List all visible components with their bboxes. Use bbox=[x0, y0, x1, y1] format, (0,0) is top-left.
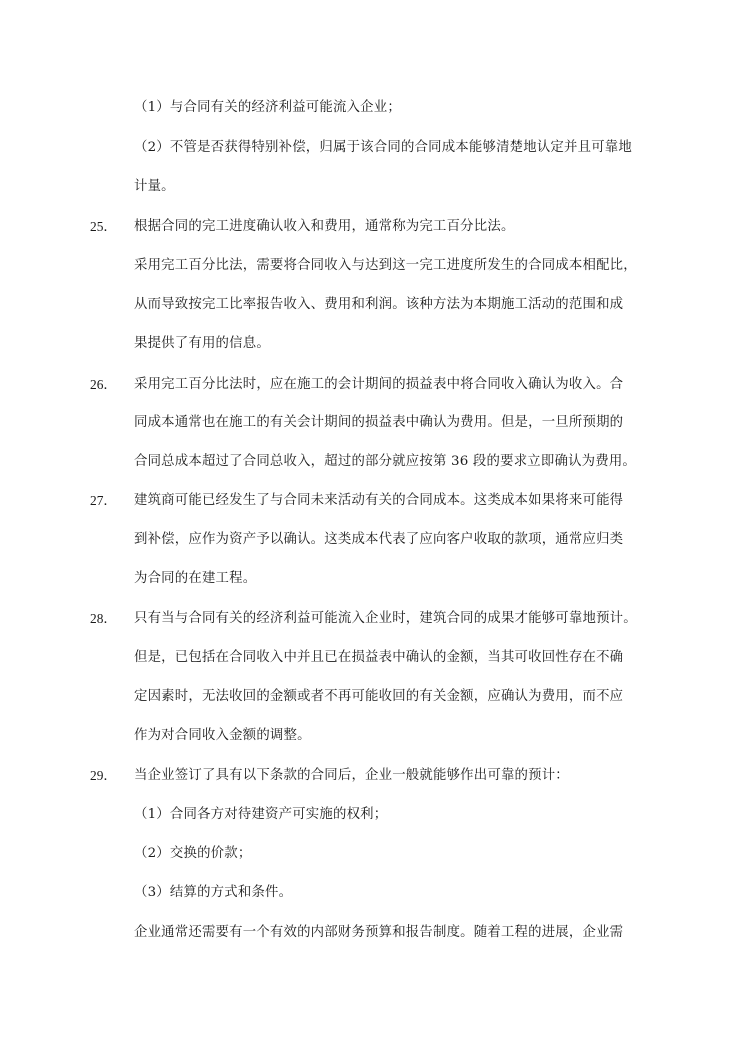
paragraph-number-29: 29． bbox=[90, 768, 117, 783]
term-1-line: （1）合同各方对待建资产可实施的权利； bbox=[134, 807, 388, 822]
condition-2-continued: 计量。 bbox=[134, 179, 175, 194]
paragraph-26-line-1: 采用完工百分比法时，应在施工的会计期间的损益表中将合同收入确认为收入。合 bbox=[134, 377, 624, 392]
paragraph-number-25: 25． bbox=[90, 219, 117, 234]
paragraph-27-line-2: 到补偿，应作为资产予以确认。这类成本代表了应向客户收取的款项，通常应归类 bbox=[134, 532, 624, 547]
paragraph-28-line-2: 但是，已包括在合同收入中并且已在损益表中确认的金额，当其可收回性存在不确 bbox=[134, 650, 624, 665]
paragraph-27-line-1: 建筑商可能已经发生了与合同未来活动有关的合同成本。这类成本如果将来可能得 bbox=[134, 493, 624, 508]
paragraph-number-26: 26． bbox=[90, 377, 117, 392]
paragraph-26-line-3: 合同总成本超过了合同总收入，超过的部分就应按第 36 段的要求立即确认为费用。 bbox=[134, 454, 637, 469]
paragraph-26-line-2: 同成本通常也在施工的有关会计期间的损益表中确认为费用。但是，一旦所预期的 bbox=[134, 415, 624, 430]
term-2-line: （2）交换的价款； bbox=[134, 846, 252, 861]
paragraph-25-line-1: 根据合同的完工进度确认收入和费用，通常称为完工百分比法。 bbox=[134, 219, 515, 234]
paragraph-28-line-1: 只有当与合同有关的经济利益可能流入企业时，建筑合同的成果才能够可靠地预计。 bbox=[134, 611, 637, 626]
paragraph-28-line-3: 定因素时，无法收回的金额或者不再可能收回的有关金额，应确认为费用，而不应 bbox=[134, 689, 624, 704]
paragraph-number-28: 28． bbox=[90, 611, 117, 626]
condition-1-line: （1）与合同有关的经济利益可能流入企业； bbox=[134, 100, 401, 115]
paragraph-28-line-4: 作为对合同收入金额的调整。 bbox=[134, 728, 311, 743]
paragraph-29-line-1: 当企业签订了具有以下条款的合同后，企业一般就能够作出可靠的预计： bbox=[134, 768, 569, 783]
paragraph-27-line-3: 为合同的在建工程。 bbox=[134, 571, 257, 586]
term-3-line: （3）结算的方式和条件。 bbox=[134, 885, 293, 900]
paragraph-25-line-2: 采用完工百分比法，需要将合同收入与达到这一完工进度所发生的合同成本相配比， bbox=[134, 258, 637, 273]
condition-2-line: （2）不管是否获得特别补偿，归属于该合同的合同成本能够清楚地认定并且可靠地 bbox=[134, 140, 632, 155]
paragraph-25-line-4: 果提供了有用的信息。 bbox=[134, 336, 270, 351]
paragraph-25-line-3: 从而导致按完工比率报告收入、费用和利润。该种方法为本期施工活动的范围和成 bbox=[134, 297, 624, 312]
paragraph-29-closing-line: 企业通常还需要有一个有效的内部财务预算和报告制度。随着工程的进展，企业需 bbox=[134, 925, 624, 940]
paragraph-number-27: 27． bbox=[90, 493, 117, 508]
